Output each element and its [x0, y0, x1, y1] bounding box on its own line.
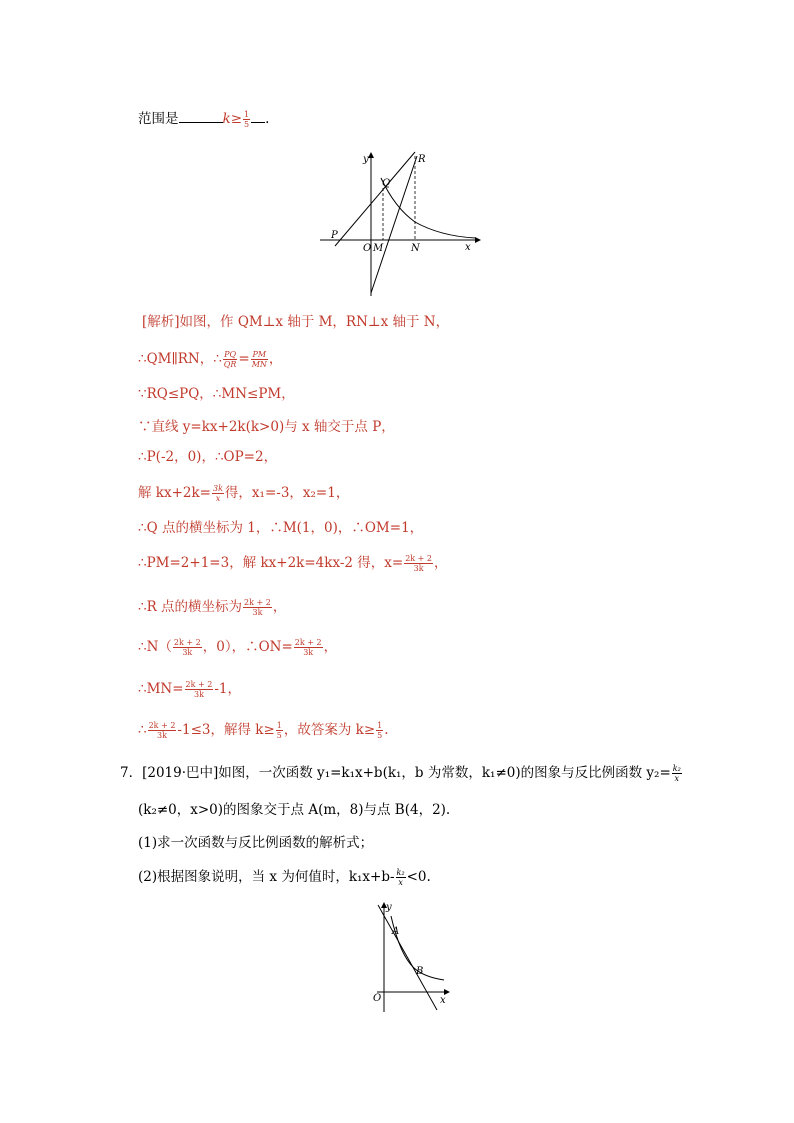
question-7-line-1: 7．[2019·巴中]如图，一次函数 y₁=k₁x+b(k₁，b 为常数，k₁≠0)的图象与反比例函数 y₂= $\frac{\text{k₂}}{x}$ — [120, 764, 681, 783]
solution-line-6: 解 kx+2k= $\frac{3k}{x}$ 得，x₁=-3，x₂=1， — [138, 484, 350, 503]
answer-fraction: $\frac{1}{5}$ — [244, 110, 250, 129]
question-7-line-2: (k₂≠0，x>0)的图象交于点 A(m，8)与点 B(4，2). — [138, 802, 451, 818]
fig2-origin: O — [373, 993, 382, 1004]
fig1-x-label: x — [465, 242, 471, 253]
solution-line-2: ∴QM∥RN，∴ $\frac{PQ}{QR}$ = $\frac{PM}{MN}$ ， — [138, 350, 283, 369]
fig1-origin: O — [363, 243, 372, 254]
fig2-point-A: A — [392, 926, 400, 937]
fig2-y-label: y — [386, 902, 392, 913]
answer-k: k — [222, 111, 231, 127]
fig1-y-label: y — [363, 154, 369, 165]
figure-1-graph — [315, 148, 485, 298]
answer-line: 范围是 k≥ $\frac{1}{5}$ . — [138, 110, 270, 129]
question-7-part-2: (2)根据图象说明，当 x 为何值时，k₁x+b- $\frac{\text{k₂}}{x}$ <0. — [138, 868, 431, 887]
solution-line-8: ∴PM=2+1=3，解 kx+2k=4kx-2 得，x= $\frac{2k + 2}{3k}$ ， — [138, 554, 448, 573]
solution-line-9: ∴R 点的横坐标为 $\frac{2k + 2}{3k}$ ， — [138, 598, 287, 617]
solution-line-1: [解析]如图，作 QM⊥x 轴于 M，RN⊥x 轴于 N， — [142, 314, 450, 330]
fig1-N: N — [411, 243, 420, 254]
fig2-x-label: x — [440, 995, 446, 1006]
fig2-point-B: B — [416, 966, 424, 977]
solution-line-10: ∴N（ $\frac{2k + 2}{3k}$ ，0），∴ON= $\frac{2k + 2}{3k}$ ， — [138, 638, 338, 657]
solution-line-11: ∴MN= $\frac{2k + 2}{3k}$ -1， — [138, 680, 242, 699]
figure-2-graph — [362, 900, 462, 1015]
solution-line-3: ∵RQ≤PQ，∴MN≤PM， — [138, 386, 295, 402]
question-7-part-1: (1)求一次函数与反比例函数的解析式； — [138, 835, 374, 851]
fig1-M: M — [373, 243, 384, 254]
answer-blank-right — [251, 110, 265, 123]
solution-line-5: ∴P(-2，0)，∴OP=2， — [138, 449, 278, 465]
fig1-P: P — [331, 230, 338, 241]
answer-ge: ≥ — [230, 111, 242, 127]
solution-line-7: ∴Q 点的横坐标为 1，∴M(1，0)，∴OM=1， — [138, 520, 424, 536]
answer-prefix: 范围是 — [138, 111, 179, 127]
answer-blank-left — [179, 110, 223, 123]
fig1-R: R — [418, 154, 426, 165]
solution-line-12: ∴ $\frac{2k + 2}{3k}$ -1≤3，解得 k≥ $\frac{1}{5}$ ，故答案为 k≥ $\frac{1}{5}$ . — [138, 721, 389, 740]
solution-line-4: ∵直线 y=kx+2k(k>0)与 x 轴交于点 P， — [138, 419, 395, 435]
fig1-Q: Q — [382, 178, 391, 189]
